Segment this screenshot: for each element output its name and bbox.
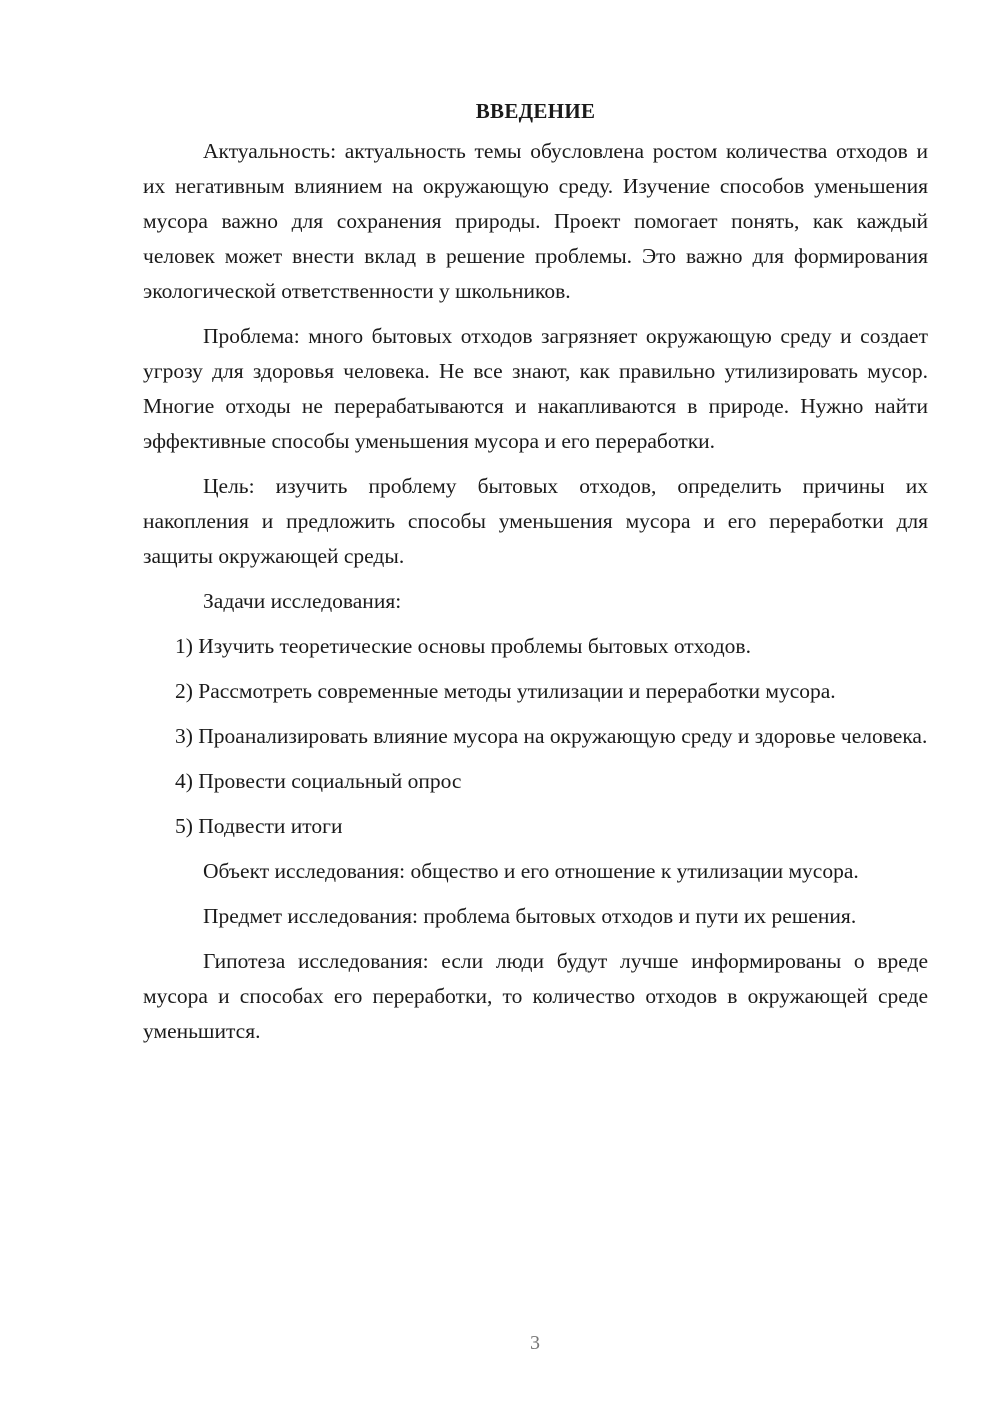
subject-paragraph: Предмет исследования: проблема бытовых отходов и пути их решения.	[203, 904, 857, 928]
task-item: 2) Рассмотреть современные методы утилизации и переработки мусора.	[175, 679, 836, 703]
page-title: ВВЕДЕНИЕ	[475, 99, 596, 123]
task-item: 5) Подвести итоги	[175, 814, 343, 838]
document-body	[143, 96, 928, 1059]
relevance-paragraph: Актуальность: актуальность темы обусловлена ростом количества отходов и их негативным влиянием на окружающую среду. Изучение способов уменьшения мусора важно для сохранения природы. Проект помогает понять, как каждый человек может внести вклад в решение проблемы. Это важно для формирования экологической ответственности у школьников.	[143, 139, 928, 303]
object-paragraph: Объект исследования: общество и его отношение к утилизации мусора.	[203, 859, 859, 883]
task-item: 1) Изучить теоретические основы проблемы бытовых отходов.	[175, 634, 751, 658]
page-number: 3	[530, 1332, 540, 1354]
tasks-heading: Задачи исследования:	[203, 589, 402, 613]
task-item: 3) Проанализировать влияние мусора на окружающую среду и здоровье человека.	[175, 724, 928, 748]
task-item: 4) Провести социальный опрос	[175, 769, 462, 793]
goal-paragraph: Цель: изучить проблему бытовых отходов, определить причины их накопления и предложить способы уменьшения мусора и его переработки для защиты окружающей среды.	[143, 474, 928, 568]
hypothesis-paragraph: Гипотеза исследования: если люди будут лучше информированы о вреде мусора и способах его переработки, то количество отходов в окружающей среде уменьшится.	[143, 949, 928, 1043]
problem-paragraph: Проблема: много бытовых отходов загрязняет окружающую среду и создает угрозу для здоровья человека. Не все знают, как правильно утилизировать мусор. Многие отходы не перерабатываются и накапливаются в природе. Нужно найти эффективные способы уменьшения мусора и его переработки.	[143, 324, 928, 453]
